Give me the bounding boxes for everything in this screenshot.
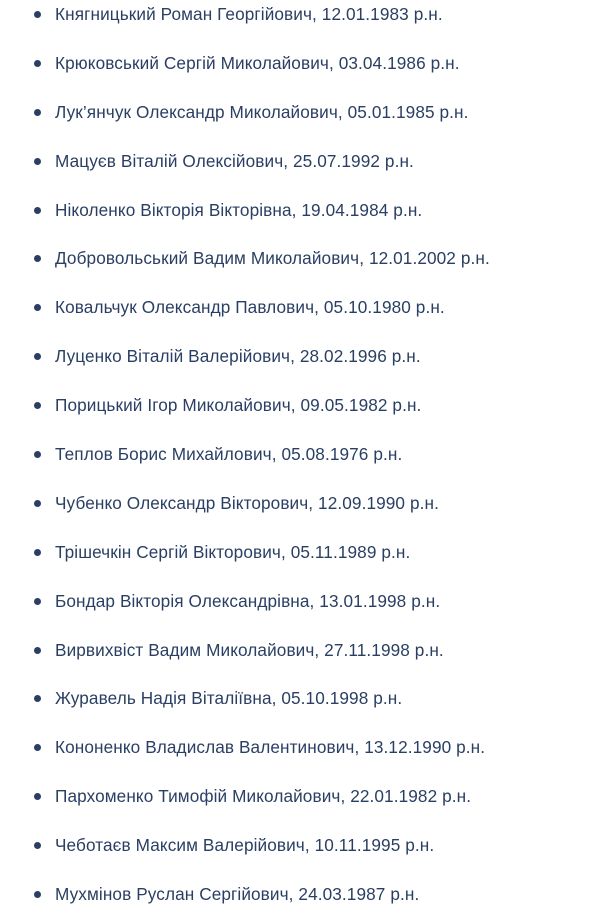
list-item <box>0 577 616 626</box>
bullet-icon <box>34 842 41 849</box>
person-entry: Луценко Віталій Валерійович, 28.02.1996 р.н. <box>55 346 421 367</box>
bullet-icon <box>34 793 41 800</box>
person-entry: Добровольський Вадим Миколайович, 12.01.2002 р.н. <box>55 248 490 269</box>
bullet-icon <box>34 109 41 116</box>
bullet-icon <box>34 744 41 751</box>
person-entry: Пархоменко Тимофій Миколайович, 22.01.1982 р.н. <box>55 786 472 807</box>
list-item <box>0 137 616 186</box>
person-entry: Бондар Вікторія Олександрівна, 13.01.1998 р.н. <box>55 590 441 611</box>
person-entry: Вирвихвіст Вадим Миколайович, 27.11.1998 р.н. <box>55 639 444 660</box>
person-entry: Порицький Ігор Миколайович, 09.05.1982 р.н. <box>55 395 422 416</box>
bullet-icon <box>34 451 41 458</box>
list-item <box>0 528 616 577</box>
bullet-icon <box>34 647 41 654</box>
person-entry: Ніколенко Вікторія Вікторівна, 19.04.1984 р.н. <box>55 199 423 220</box>
bullet-icon <box>34 353 41 360</box>
bullet-icon <box>34 207 41 214</box>
list-item <box>0 870 616 919</box>
bullet-icon <box>34 158 41 165</box>
bullet-icon <box>34 304 41 311</box>
person-entry: Журавель Надія Віталіївна, 05.10.1998 р.н. <box>55 688 403 709</box>
bullet-icon <box>34 549 41 556</box>
person-entry: Трішечкін Сергій Вікторович, 05.11.1989 р.н. <box>55 541 411 562</box>
list-item <box>0 381 616 430</box>
list-item <box>0 674 616 723</box>
bullet-icon <box>34 500 41 507</box>
bullet-icon <box>34 255 41 262</box>
list-item <box>0 821 616 870</box>
list-item <box>0 626 616 675</box>
person-entry: Мухмінов Руслан Сергійович, 24.03.1987 р.н. <box>55 883 420 904</box>
list-item <box>0 772 616 821</box>
person-entry: Теплов Борис Михайлович, 05.08.1976 р.н. <box>55 443 403 464</box>
person-entry: Чеботаєв Максим Валерійович, 10.11.1995 р.н. <box>55 835 435 856</box>
list-item <box>0 430 616 479</box>
list-item <box>0 186 616 235</box>
person-entry: Княгницький Роман Георгійович, 12.01.1983 р.н. <box>55 3 443 24</box>
list-item <box>0 88 616 137</box>
list-item <box>0 0 616 39</box>
bullet-icon <box>34 11 41 18</box>
list-item <box>0 332 616 381</box>
person-entry: Лук’янчук Олександр Миколайович, 05.01.1985 р.н. <box>55 101 469 122</box>
list-item <box>0 479 616 528</box>
list-item <box>0 723 616 772</box>
bullet-icon <box>34 891 41 898</box>
bullet-icon <box>34 402 41 409</box>
bullet-icon <box>34 60 41 67</box>
list-item <box>0 283 616 332</box>
person-entry: Крюковський Сергій Миколайович, 03.04.1986 р.н. <box>55 52 460 73</box>
person-entry: Кононенко Владислав Валентинович, 13.12.1990 р.н. <box>55 737 486 758</box>
bullet-icon <box>34 598 41 605</box>
list-item <box>0 39 616 88</box>
bullet-icon <box>34 695 41 702</box>
person-entry: Чубенко Олександр Вікторович, 12.09.1990 р.н. <box>55 492 439 513</box>
person-entry: Ковальчук Олександр Павлович, 05.10.1980 р.н. <box>55 297 445 318</box>
person-entry: Мацуєв Віталій Олексійович, 25.07.1992 р.н. <box>55 150 414 171</box>
list-item <box>0 234 616 283</box>
